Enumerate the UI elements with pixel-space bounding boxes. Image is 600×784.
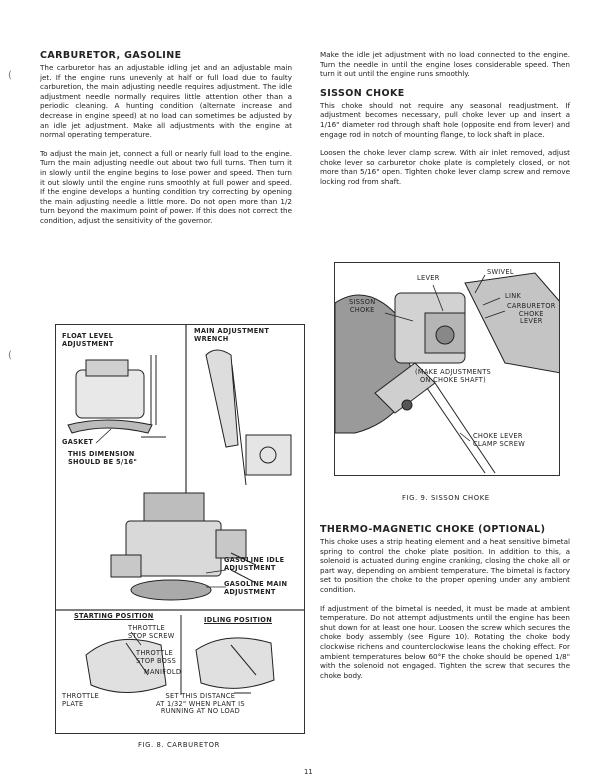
make-adjustments-label: (MAKE ADJUSTMENTS ON CHOKE SHAFT)	[415, 368, 492, 384]
link-label: LINK	[505, 292, 522, 300]
sisson-choke-heading: SISSON CHOKE	[320, 87, 405, 99]
throttle-stop-screw-label: THROTTLE STOP SCREW	[128, 624, 175, 640]
carburetor-heading: CARBURETOR, GASOLINE	[40, 50, 182, 61]
idling-position-label: IDLING POSITION	[204, 616, 273, 624]
manifold-label: MANIFOLD	[144, 668, 182, 676]
set-distance-label: SET THIS DISTANCE AT 1/32" WHEN PLANT IS RUNNING AT NO LOAD	[156, 692, 245, 715]
starting-position-label: STARTING POSITION	[74, 612, 154, 620]
thermo-paragraph-2: If adjustment of the bimetal is needed, it must be made at ambient temperature. Do not attempt adjustments until the engine has been shut down for at least one hour. Loosen the screw which secures the choke body assembly (see Figure 10). Rotating the choke body clockwise richens and counterclockwise leans the choking effect. For ambient temperatures below 60°F the choke should be opened 1/8" with the solenoid not engaged. Tighten the screw that secures the choke body.	[320, 603, 570, 680]
thermo-choke-heading: THERMO-MAGNETIC CHOKE (OPTIONAL)	[320, 524, 546, 535]
margin-mark: (	[8, 70, 12, 81]
page-number: 11	[304, 768, 313, 776]
carburetor-paragraph-1: The carburetor has an adjustable idling jet and an adjustable main jet. If the engine runs unevenly at half or full load due to faulty carburetion, the main adjusting needle requires adjustment. The idle adjustment needle normally requires little attention other than a periodic cleaning. A hunting condition (alternate increase and decrease in engine speed) at no load can sometimes be adjusted by an idle jet adjustment. Make all adjustments with the engine at normal operating temperature.	[40, 63, 292, 140]
sisson-choke-label: SISSON CHOKE	[349, 298, 376, 314]
figure-9-caption: FIG. 9. SISSON CHOKE	[402, 494, 490, 502]
gasoline-idle-label: GASOLINE IDLE ADJUSTMENT	[224, 556, 285, 572]
left-column	[40, 50, 292, 235]
swivel-label: SWIVEL	[487, 268, 514, 276]
figure-8-carburetor	[55, 324, 305, 734]
lever-label: LEVER	[417, 274, 440, 282]
dimension-label: THIS DIMENSION SHOULD BE 5/16"	[68, 450, 138, 466]
right-column	[320, 50, 570, 196]
figure-8-caption: FIG. 8. CARBURETOR	[138, 741, 220, 749]
throttle-stop-boss-label: THROTTLE STOP BOSS	[136, 649, 177, 665]
clamp-screw-label: CHOKE LEVER CLAMP SCREW	[473, 432, 526, 448]
thermo-paragraph-1: This choke uses a strip heating element and a heat sensitive bimetal spring to control the choke plate position. In addition to this, a solenoid is actuated during engine cranking, closing the choke all or part way, depending on ambient temperature. The bimetal is factory set to position the choke to the proper opening under any ambient condition.	[320, 537, 570, 594]
margin-mark: (	[8, 350, 12, 361]
thermo-section	[320, 524, 570, 689]
figure-9-sisson-choke	[334, 262, 560, 476]
float-level-label: FLOAT LEVEL ADJUSTMENT	[62, 332, 114, 348]
carburetor-paragraph-2: To adjust the main jet, connect a full or nearly full load to the engine. Turn the main adjusting needle out about two full turns. Then turn it in slowly until the engine begins to lose power and speed. Then turn it out slowly until the engine runs smoothly at full power and speed. If the engine develops a hunting condition try correcting by opening the main adjusting needle a little more. Do not open more than 1/2 turn beyond the maximum point of power. If this does not correct the condition, adjust the sensitivity of the governor.	[40, 148, 292, 225]
carburetor-choke-lever-label: CARBURETOR CHOKE LEVER	[507, 302, 556, 325]
gasoline-main-label: GASOLINE MAIN ADJUSTMENT	[224, 580, 288, 596]
throttle-plate-label: THROTTLE PLATE	[62, 692, 99, 708]
main-wrench-label: MAIN ADJUSTMENT WRENCH	[194, 327, 270, 343]
idle-jet-paragraph: Make the idle jet adjustment with no load connected to the engine. Turn the needle in until the engine loses considerable speed. Then turn it out until the engine runs smoothly.	[320, 50, 570, 79]
gasket-label: GASKET	[62, 438, 94, 446]
sisson-paragraph-1: This choke should not require any seasonal readjustment. If adjustment becomes necessary, pull choke lever up and insert a 1/16" diameter rod through shaft hole (opposite end from lever) and engage rod in notch of mounting flange, to lock shaft in place.	[320, 100, 570, 139]
sisson-paragraph-2: Loosen the choke lever clamp screw. With air inlet removed, adjust choke lever so carburetor choke plate is completely closed, or not more than 5/16" open. Tighten choke lever clamp screw and remove locking rod from shaft.	[320, 148, 570, 186]
